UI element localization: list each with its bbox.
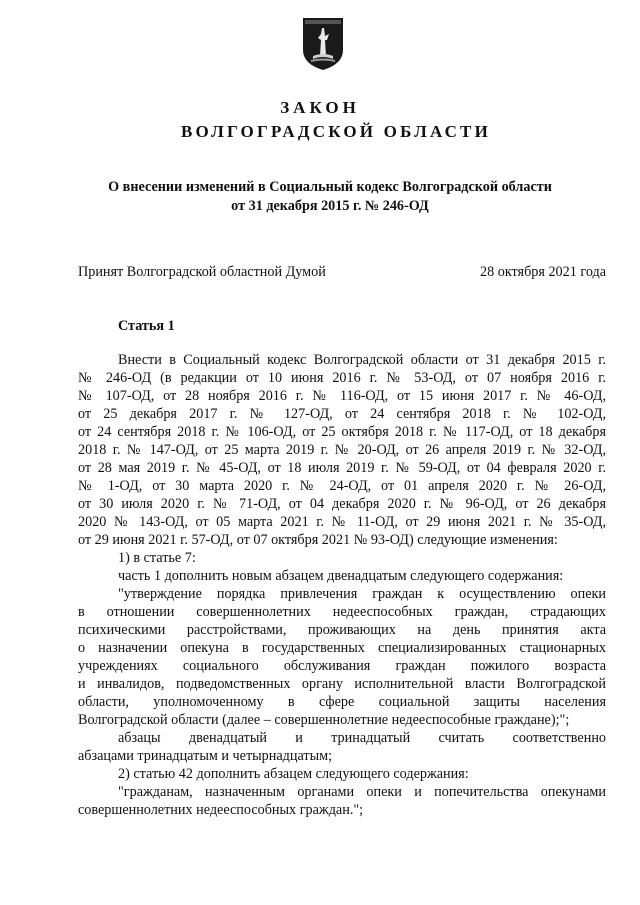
body-line: о назначении опекуна в государственных специализированных стационарных: [78, 640, 606, 656]
body-line: от 25 декабря 2017 г. № 127-ОД, от 24 сентября 2018 г. № 102-ОД,: [78, 406, 606, 422]
body-line: области, уполномоченному в сфере социальной защиты населения: [78, 694, 606, 710]
body-line: № 1-ОД, от 30 марта 2020 г. № 24-ОД, от 01 апреля 2020 г. № 26-ОД,: [78, 478, 606, 494]
body-line: совершеннолетних недееспособных граждан.";: [78, 802, 364, 818]
document-type-heading: ЗАКОН: [280, 98, 360, 117]
body-line: от 24 сентября 2018 г. № 106-ОД, от 25 октября 2018 г. № 117-ОД, от 18 декабря: [78, 424, 606, 440]
body-line: 2) статью 42 дополнить абзацем следующего содержания:: [118, 766, 469, 782]
law-subtitle: [60, 178, 600, 216]
subtitle-line-2: от 31 декабря 2015 г. № 246-ОД: [231, 198, 429, 214]
body-line: в отношении совершеннолетних недееспособных граждан, страдающих: [78, 604, 606, 620]
body-line: от 29 июня 2021 г. 57-ОД, от 07 октября 2021 № 93-ОД) следующие изменения:: [78, 532, 558, 548]
body-line: 2020 № 143-ОД, от 05 марта 2021 г. № 11-ОД, от 29 июня 2021 г. № 35-ОД,: [78, 514, 606, 530]
body-line: "утверждение порядка привлечения граждан к осуществлению опеки: [118, 586, 606, 602]
body-line: учреждениях социального обслуживания граждан пожилого возраста: [78, 658, 606, 674]
body-line: психическими расстройствами, проживающих на день принятия акта: [78, 622, 606, 638]
article-heading: Статья 1: [118, 318, 175, 334]
body-line: Внести в Социальный кодекс Волгоградской области от 31 декабря 2015 г.: [118, 352, 606, 368]
body-line: и инвалидов, подведомственных органу исполнительной власти Волгоградской: [78, 676, 606, 692]
adopted-by: Принят Волгоградской областной Думой: [78, 264, 326, 280]
volgograd-coat-of-arms-icon: [301, 16, 345, 72]
body-line: 1) в статье 7:: [118, 550, 196, 566]
body-line: часть 1 дополнить новым абзацем двенадцатым следующего содержания:: [118, 568, 564, 584]
body-line: "гражданам, назначенным органами опеки и попечительства опекунами: [118, 784, 606, 800]
adopted-date: 28 октября 2021 года: [480, 264, 607, 280]
body-line: абзацы двенадцатый и тринадцатый считать соответственно: [118, 730, 606, 746]
body-line: 2018 г. № 147-ОД, от 25 марта 2019 г. № 20-ОД, от 26 апреля 2019 г. № 32-ОД,: [78, 442, 606, 458]
body-line: абзацами тринадцатым и четырнадцатым;: [78, 748, 333, 764]
body-line: № 107-ОД, от 28 ноября 2016 г. № 116-ОД, от 15 июня 2017 г. № 46-ОД,: [78, 388, 606, 404]
body-line: Волгоградской области (далее – совершеннолетние недееспособные граждане);";: [78, 712, 570, 728]
body-line: от 28 мая 2019 г. № 45-ОД, от 18 июля 2019 г. № 59-ОД, от 04 февраля 2020 г.: [78, 460, 606, 476]
subtitle-line-1: О внесении изменений в Социальный кодекс Волгоградской области: [108, 179, 552, 195]
region-heading: ВОЛГОГРАДСКОЙ ОБЛАСТИ: [180, 122, 492, 141]
body-line: № 246-ОД (в редакции от 10 июня 2016 г. № 53-ОД, от 07 ноября 2016 г.: [78, 370, 606, 386]
body-line: от 30 июля 2020 г. № 71-ОД, от 04 декабря 2020 г. № 96-ОД, от 26 декабря: [78, 496, 606, 512]
